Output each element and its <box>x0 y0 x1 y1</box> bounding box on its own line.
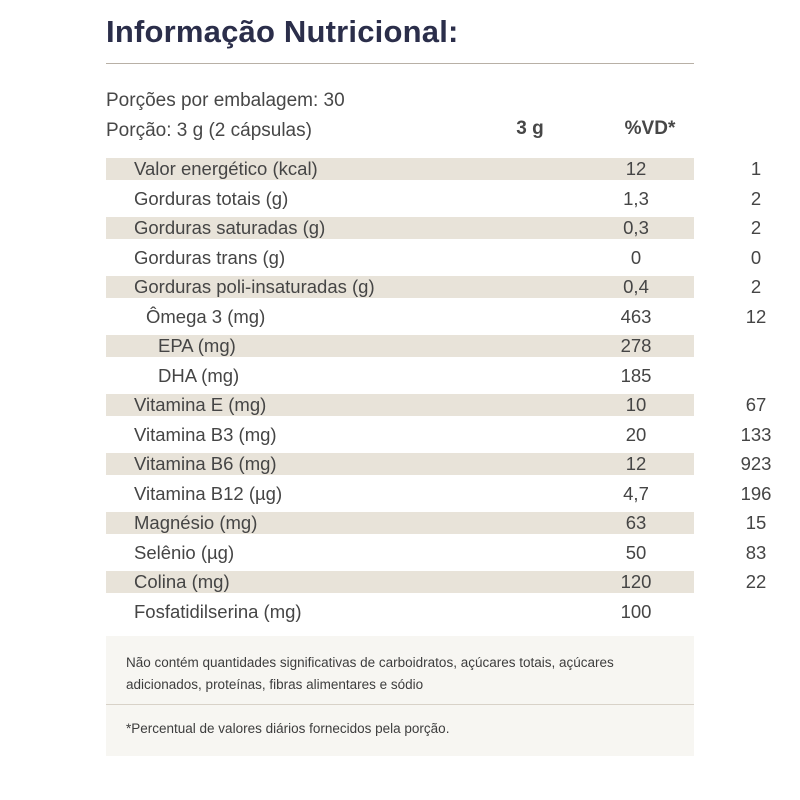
row-dv: 22 <box>745 571 767 592</box>
not-significant-note: Não contém quantidades significativas de carboidratos, açúcares totais, açúcares adicionados, proteínas, fibras alimentares e sódio <box>126 655 614 692</box>
row-label: Gorduras saturadas (g) <box>134 217 326 238</box>
table-row <box>106 361 694 391</box>
row-amount: 0,4 <box>623 276 649 297</box>
row-amount: 100 <box>620 600 652 622</box>
dv-footnote: *Percentual de valores diários fornecidos pela porção. <box>126 721 450 736</box>
row-amount: 63 <box>625 512 647 533</box>
row-label: Vitamina E (mg) <box>134 394 267 415</box>
nutrition-table <box>106 154 772 626</box>
column-header-amount: 3 g <box>516 118 544 139</box>
row-dv: 1 <box>750 158 762 179</box>
row-dv: 2 <box>750 217 762 238</box>
row-amount: 4,7 <box>623 482 649 504</box>
row-dv: 133 <box>740 423 772 445</box>
row-dv: 15 <box>745 512 767 533</box>
row-label: Fosfatidilserina (mg) <box>134 600 302 622</box>
row-amount: 120 <box>620 571 652 592</box>
table-row <box>106 538 767 568</box>
row-amount: 20 <box>625 423 647 445</box>
table-row <box>106 217 762 239</box>
row-label: Ômega 3 (mg) <box>146 305 266 327</box>
row-dv: 0 <box>750 246 762 268</box>
row-label: DHA (mg) <box>158 364 240 386</box>
row-dv: 923 <box>740 453 772 474</box>
serving-size: Porção: 3 g (2 cápsulas) <box>106 120 312 141</box>
row-amount: 12 <box>625 158 647 179</box>
column-header-dv: %VD* <box>624 118 676 139</box>
page-title: Informação Nutricional: <box>106 14 459 49</box>
row-dv: 12 <box>745 305 767 327</box>
table-row <box>106 158 762 180</box>
table-row <box>106 302 767 332</box>
table-row <box>106 453 772 475</box>
row-dv: 2 <box>750 276 762 297</box>
title-divider <box>106 63 694 64</box>
table-row <box>106 597 694 627</box>
table-row <box>106 420 772 450</box>
row-amount: 12 <box>625 453 647 474</box>
row-label: EPA (mg) <box>158 335 236 356</box>
row-label: Selênio (µg) <box>134 541 235 563</box>
row-label: Gorduras poli-insaturadas (g) <box>134 276 375 297</box>
row-label: Gorduras totais (g) <box>134 187 289 209</box>
row-label: Valor energético (kcal) <box>134 158 318 179</box>
row-label: Vitamina B6 (mg) <box>134 453 277 474</box>
table-row <box>106 335 694 357</box>
footer-notes <box>106 636 694 756</box>
row-label: Colina (mg) <box>134 571 230 592</box>
table-row <box>106 571 767 593</box>
row-amount: 0 <box>630 246 642 268</box>
row-label: Vitamina B3 (mg) <box>134 423 277 445</box>
row-amount: 50 <box>625 541 647 563</box>
table-row <box>106 243 762 273</box>
row-dv: 67 <box>745 394 767 415</box>
table-row <box>106 276 762 298</box>
row-label: Gorduras trans (g) <box>134 246 286 268</box>
row-dv: 196 <box>740 482 772 504</box>
row-amount: 278 <box>620 335 652 356</box>
table-row <box>106 184 762 214</box>
row-amount: 463 <box>620 305 652 327</box>
row-amount: 1,3 <box>623 187 649 209</box>
row-dv: 2 <box>750 187 762 209</box>
row-label: Vitamina B12 (µg) <box>134 482 283 504</box>
servings-per-package: Porções por embalagem: 30 <box>106 90 345 111</box>
row-amount: 10 <box>625 394 647 415</box>
row-amount: 185 <box>620 364 652 386</box>
footer-divider <box>106 704 694 705</box>
table-row <box>106 479 772 509</box>
row-dv: 83 <box>745 541 767 563</box>
row-label: Magnésio (mg) <box>134 512 258 533</box>
row-amount: 0,3 <box>623 217 649 238</box>
serving-info <box>106 86 345 146</box>
table-row <box>106 512 767 534</box>
table-row <box>106 394 767 416</box>
